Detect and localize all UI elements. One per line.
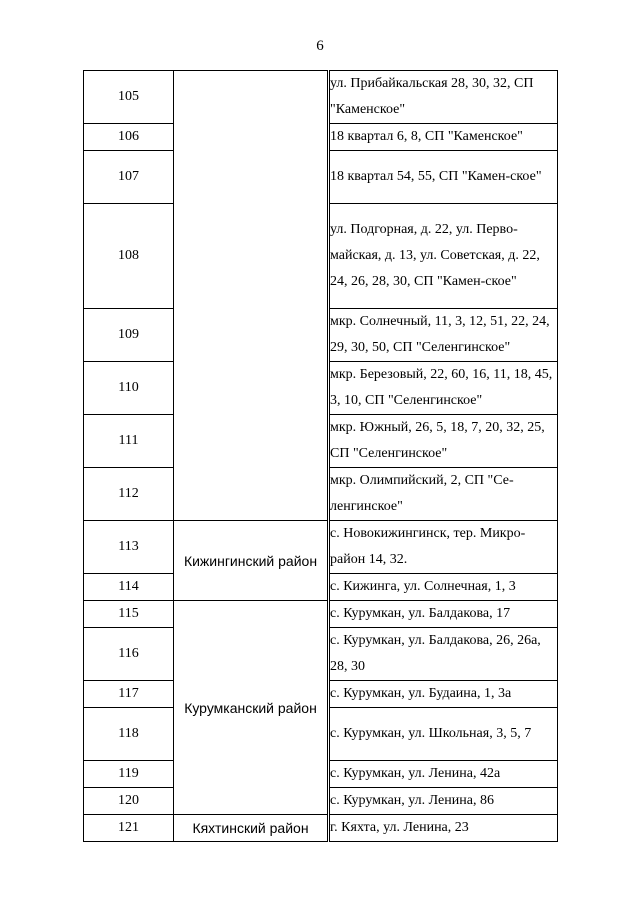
table-row: [84, 601, 558, 628]
address-cell: с. Курумкан, ул. Будаина, 1, 3а: [329, 681, 558, 708]
row-number: 114: [84, 574, 174, 601]
row-number: 116: [84, 628, 174, 681]
page-number: 6: [316, 38, 324, 54]
address-cell: ул. Прибайкальская 28, 30, 32, СП "Каменское": [329, 71, 558, 124]
address-cell: с. Курумкан, ул. Школьная, 3, 5, 7: [329, 708, 558, 761]
address-cell: с. Курумкан, ул. Ленина, 42а: [329, 761, 558, 788]
address-cell: с. Новокижингинск, тер. Микро-район 14, 32.: [329, 521, 558, 574]
district-cell: [174, 71, 329, 521]
address-cell: мкр. Солнечный, 11, 3, 12, 51, 22, 24, 29, 30, 50, СП "Селенгинское": [329, 309, 558, 362]
address-cell: ул. Подгорная, д. 22, ул. Перво-майская, д. 13, ул. Советская, д. 22, 24, 26, 28, 30, СП "Камен-ское": [329, 204, 558, 309]
row-number: 117: [84, 681, 174, 708]
row-number: 120: [84, 788, 174, 815]
address-cell: 18 квартал 54, 55, СП "Камен-ское": [329, 151, 558, 204]
row-number: 118: [84, 708, 174, 761]
row-number: 121: [84, 815, 174, 842]
row-number: 115: [84, 601, 174, 628]
row-number: 110: [84, 362, 174, 415]
district-cell: Курумканский район: [174, 601, 329, 815]
address-cell: 18 квартал 6, 8, СП "Каменское": [329, 124, 558, 151]
table-row: [84, 71, 558, 124]
row-number: 105: [84, 71, 174, 124]
row-number: 111: [84, 415, 174, 468]
district-cell: Кижингинский район: [174, 521, 329, 601]
row-number: 108: [84, 204, 174, 309]
districts-table: [83, 70, 558, 842]
address-cell: с. Курумкан, ул. Балдакова, 26, 26а, 28, 30: [329, 628, 558, 681]
district-cell: Кяхтинский район: [174, 815, 329, 842]
address-cell: мкр. Березовый, 22, 60, 16, 11, 18, 45, 3, 10, СП "Селенгинское": [329, 362, 558, 415]
row-number: 106: [84, 124, 174, 151]
address-cell: мкр. Олимпийский, 2, СП "Се-ленгинское": [329, 468, 558, 521]
row-number: 107: [84, 151, 174, 204]
row-number: 119: [84, 761, 174, 788]
address-cell: с. Курумкан, ул. Ленина, 86: [329, 788, 558, 815]
table-row: [84, 521, 558, 574]
address-cell: с. Кижинга, ул. Солнечная, 1, 3: [329, 574, 558, 601]
address-cell: мкр. Южный, 26, 5, 18, 7, 20, 32, 25, СП "Селенгинское": [329, 415, 558, 468]
address-cell: с. Курумкан, ул. Балдакова, 17: [329, 601, 558, 628]
address-cell: г. Кяхта, ул. Ленина, 23: [329, 815, 558, 842]
row-number: 113: [84, 521, 174, 574]
row-number: 109: [84, 309, 174, 362]
row-number: 112: [84, 468, 174, 521]
table-row: [84, 815, 558, 842]
